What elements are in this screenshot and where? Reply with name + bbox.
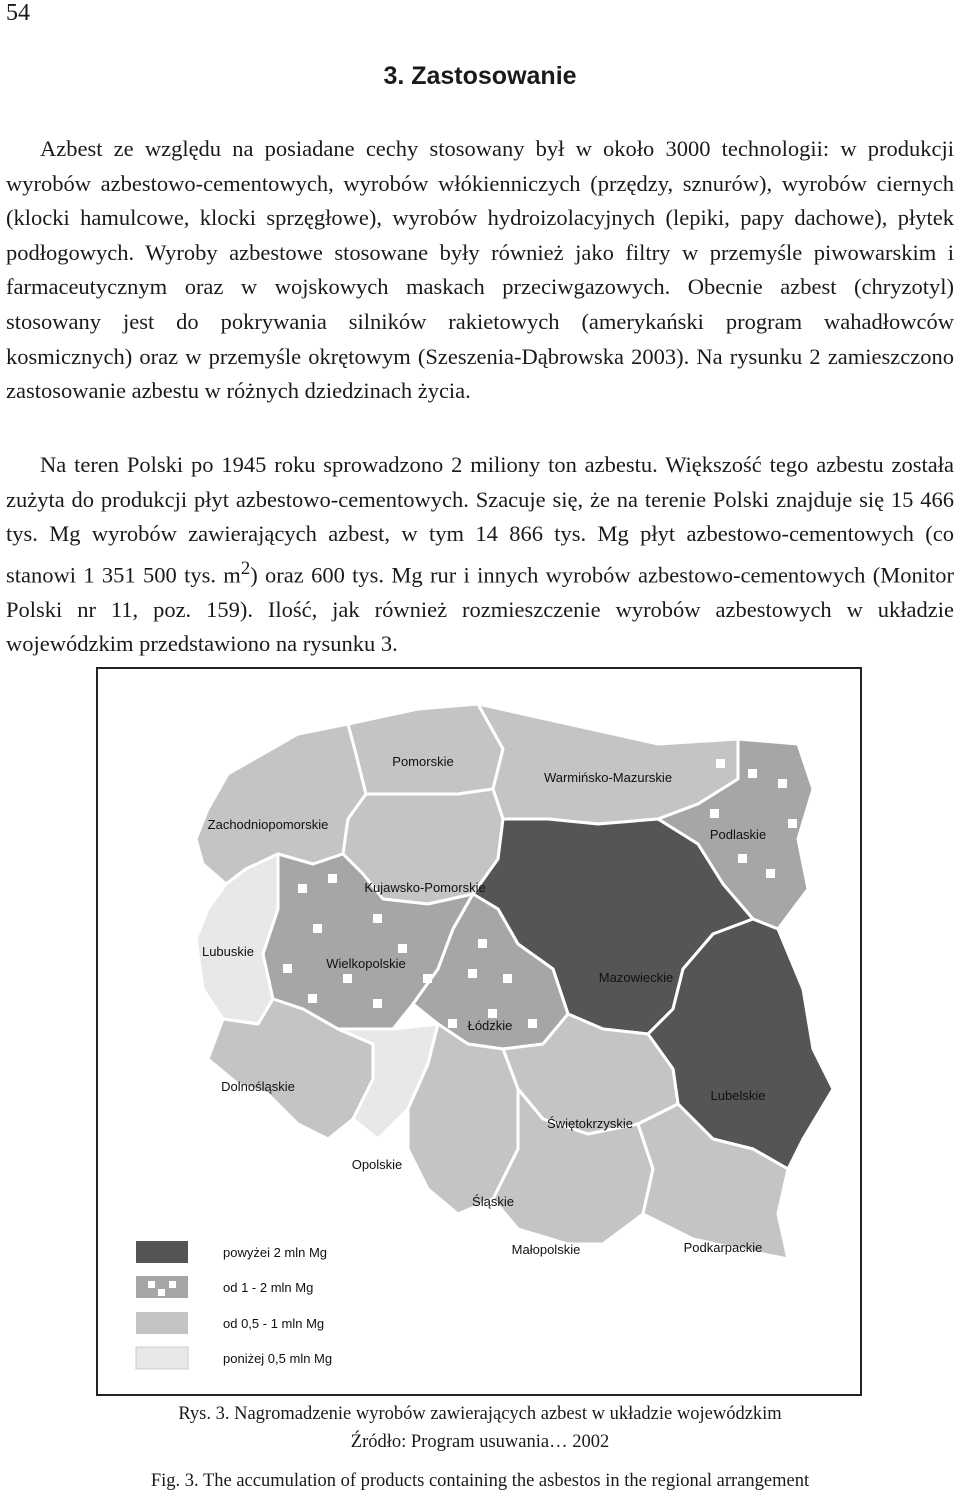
- label-slaskie: Śląskie: [472, 1194, 514, 1209]
- label-wielkopolskie: Wielkopolskie: [326, 956, 406, 971]
- label-kujawsko-pomorskie: Kujawsko-Pomorskie: [364, 880, 486, 895]
- poland-voivodeship-map: [96, 667, 862, 1396]
- region-lubuskie: [196, 854, 278, 1024]
- paragraph-2-part-a: Na teren Polski po 1945 roku sprowadzono 2 miliony ton azbestu. Większość tego azbestu została zużyta do produkcji płyt azbestowo-cementowych. Szacuje się, że na terenie Polski znajduje się 15 466 tys. Mg wyrobów zawierających azbest, w tym 14 866 tys. Mg płyt azbestowo-cementowych (co stanowi 1 351 500 tys. m: [6, 452, 954, 588]
- label-pomorskie: Pomorskie: [392, 754, 454, 769]
- label-mazowieckie: Mazowieckie: [598, 970, 674, 985]
- figure-caption-polish: Rys. 3. Nagromadzenie wyrobów zawierających azbest w układzie wojewódzkim: [178, 1404, 782, 1424]
- label-swietokrzyskie: Świętokrzyskie: [547, 1116, 633, 1131]
- page-number: 54: [6, 0, 30, 26]
- paragraph-2-part-b: ) oraz 600 tys. Mg rur i innych wyrobów azbestowo-cementowych (Monitor Polski nr 11, poz. 159). Ilość, jak również rozmieszczenie wyrobów azbestowych w układzie wojewódzkim przedstawiono na rysunku 3.: [6, 562, 954, 657]
- legend-swatch-3: [136, 1312, 188, 1334]
- legend-label-4: poniżej 0,5 mln Mg: [223, 1351, 333, 1366]
- figure-caption-english: Fig. 3. The accumulation of products containing the asbestos in the regional arrangement: [150, 1471, 810, 1491]
- legend-label-1: powyżei 2 mln Mg: [223, 1245, 328, 1260]
- map-svg: [98, 669, 860, 1394]
- map-legend: [136, 1241, 332, 1369]
- label-warminsko-mazurskie: Warmińsko-Mazurskie: [543, 770, 673, 785]
- region-pomorskie: [348, 704, 503, 794]
- legend-label-2: od 1 - 2 mln Mg: [223, 1280, 314, 1295]
- body-paragraph-2: [6, 448, 954, 662]
- label-dolnoslaskie: Dolnośląskie: [221, 1079, 295, 1094]
- label-opolskie: Opolskie: [351, 1157, 403, 1172]
- section-title: 3. Zastosowanie: [383, 62, 577, 90]
- label-lodzkie: Łódzkie: [467, 1018, 513, 1033]
- legend-swatch-4: [136, 1347, 188, 1369]
- body-paragraph-1: Azbest ze względu na posiadane cechy stosowany był w około 3000 technologii: w produkcji wyrobów azbestowo-cementowych, wyrobów włókienniczych (przędzy, sznurów), wyrobów ciernych (klocki hamulcowe, klocki sprzęgłowe), wyrobów hydroizolacyjnych (lepiki, papy dachowe), płytek podłogowych. Wyroby azbestowe stosowane były również jako filtry w przemyśle piwowarskim i farmaceutycznym oraz w wojskowych maskach przeciwgazowych. Obecnie azbest (chryzotyl) stosowany jest do pokrywania silników rakietowych (amerykański program wahadłowców kosmicznych) oraz w przemyśle okrętowym (Szeszenia-Dąbrowska 2003). Na rysunku 2 zamieszczono zastosowanie azbestu w różnych dziedzinach życia.: [6, 136, 954, 404]
- superscript-2: 2: [240, 557, 251, 579]
- legend-label-3: od 0,5 - 1 mln Mg: [223, 1316, 325, 1331]
- label-lubelskie: Lubelskie: [710, 1088, 766, 1103]
- label-lubuskie: Lubuskie: [201, 944, 255, 959]
- label-malopolskie: Małopolskie: [511, 1242, 581, 1257]
- figure-source: Źródło: Program usuwania… 2002: [350, 1432, 610, 1452]
- label-podlaskie: Podlaskie: [709, 827, 767, 842]
- label-podkarpackie: Podkarpackie: [683, 1240, 763, 1255]
- legend-swatch-1: [136, 1241, 188, 1263]
- label-zachodniopomorskie: Zachodniopomorskie: [207, 817, 329, 832]
